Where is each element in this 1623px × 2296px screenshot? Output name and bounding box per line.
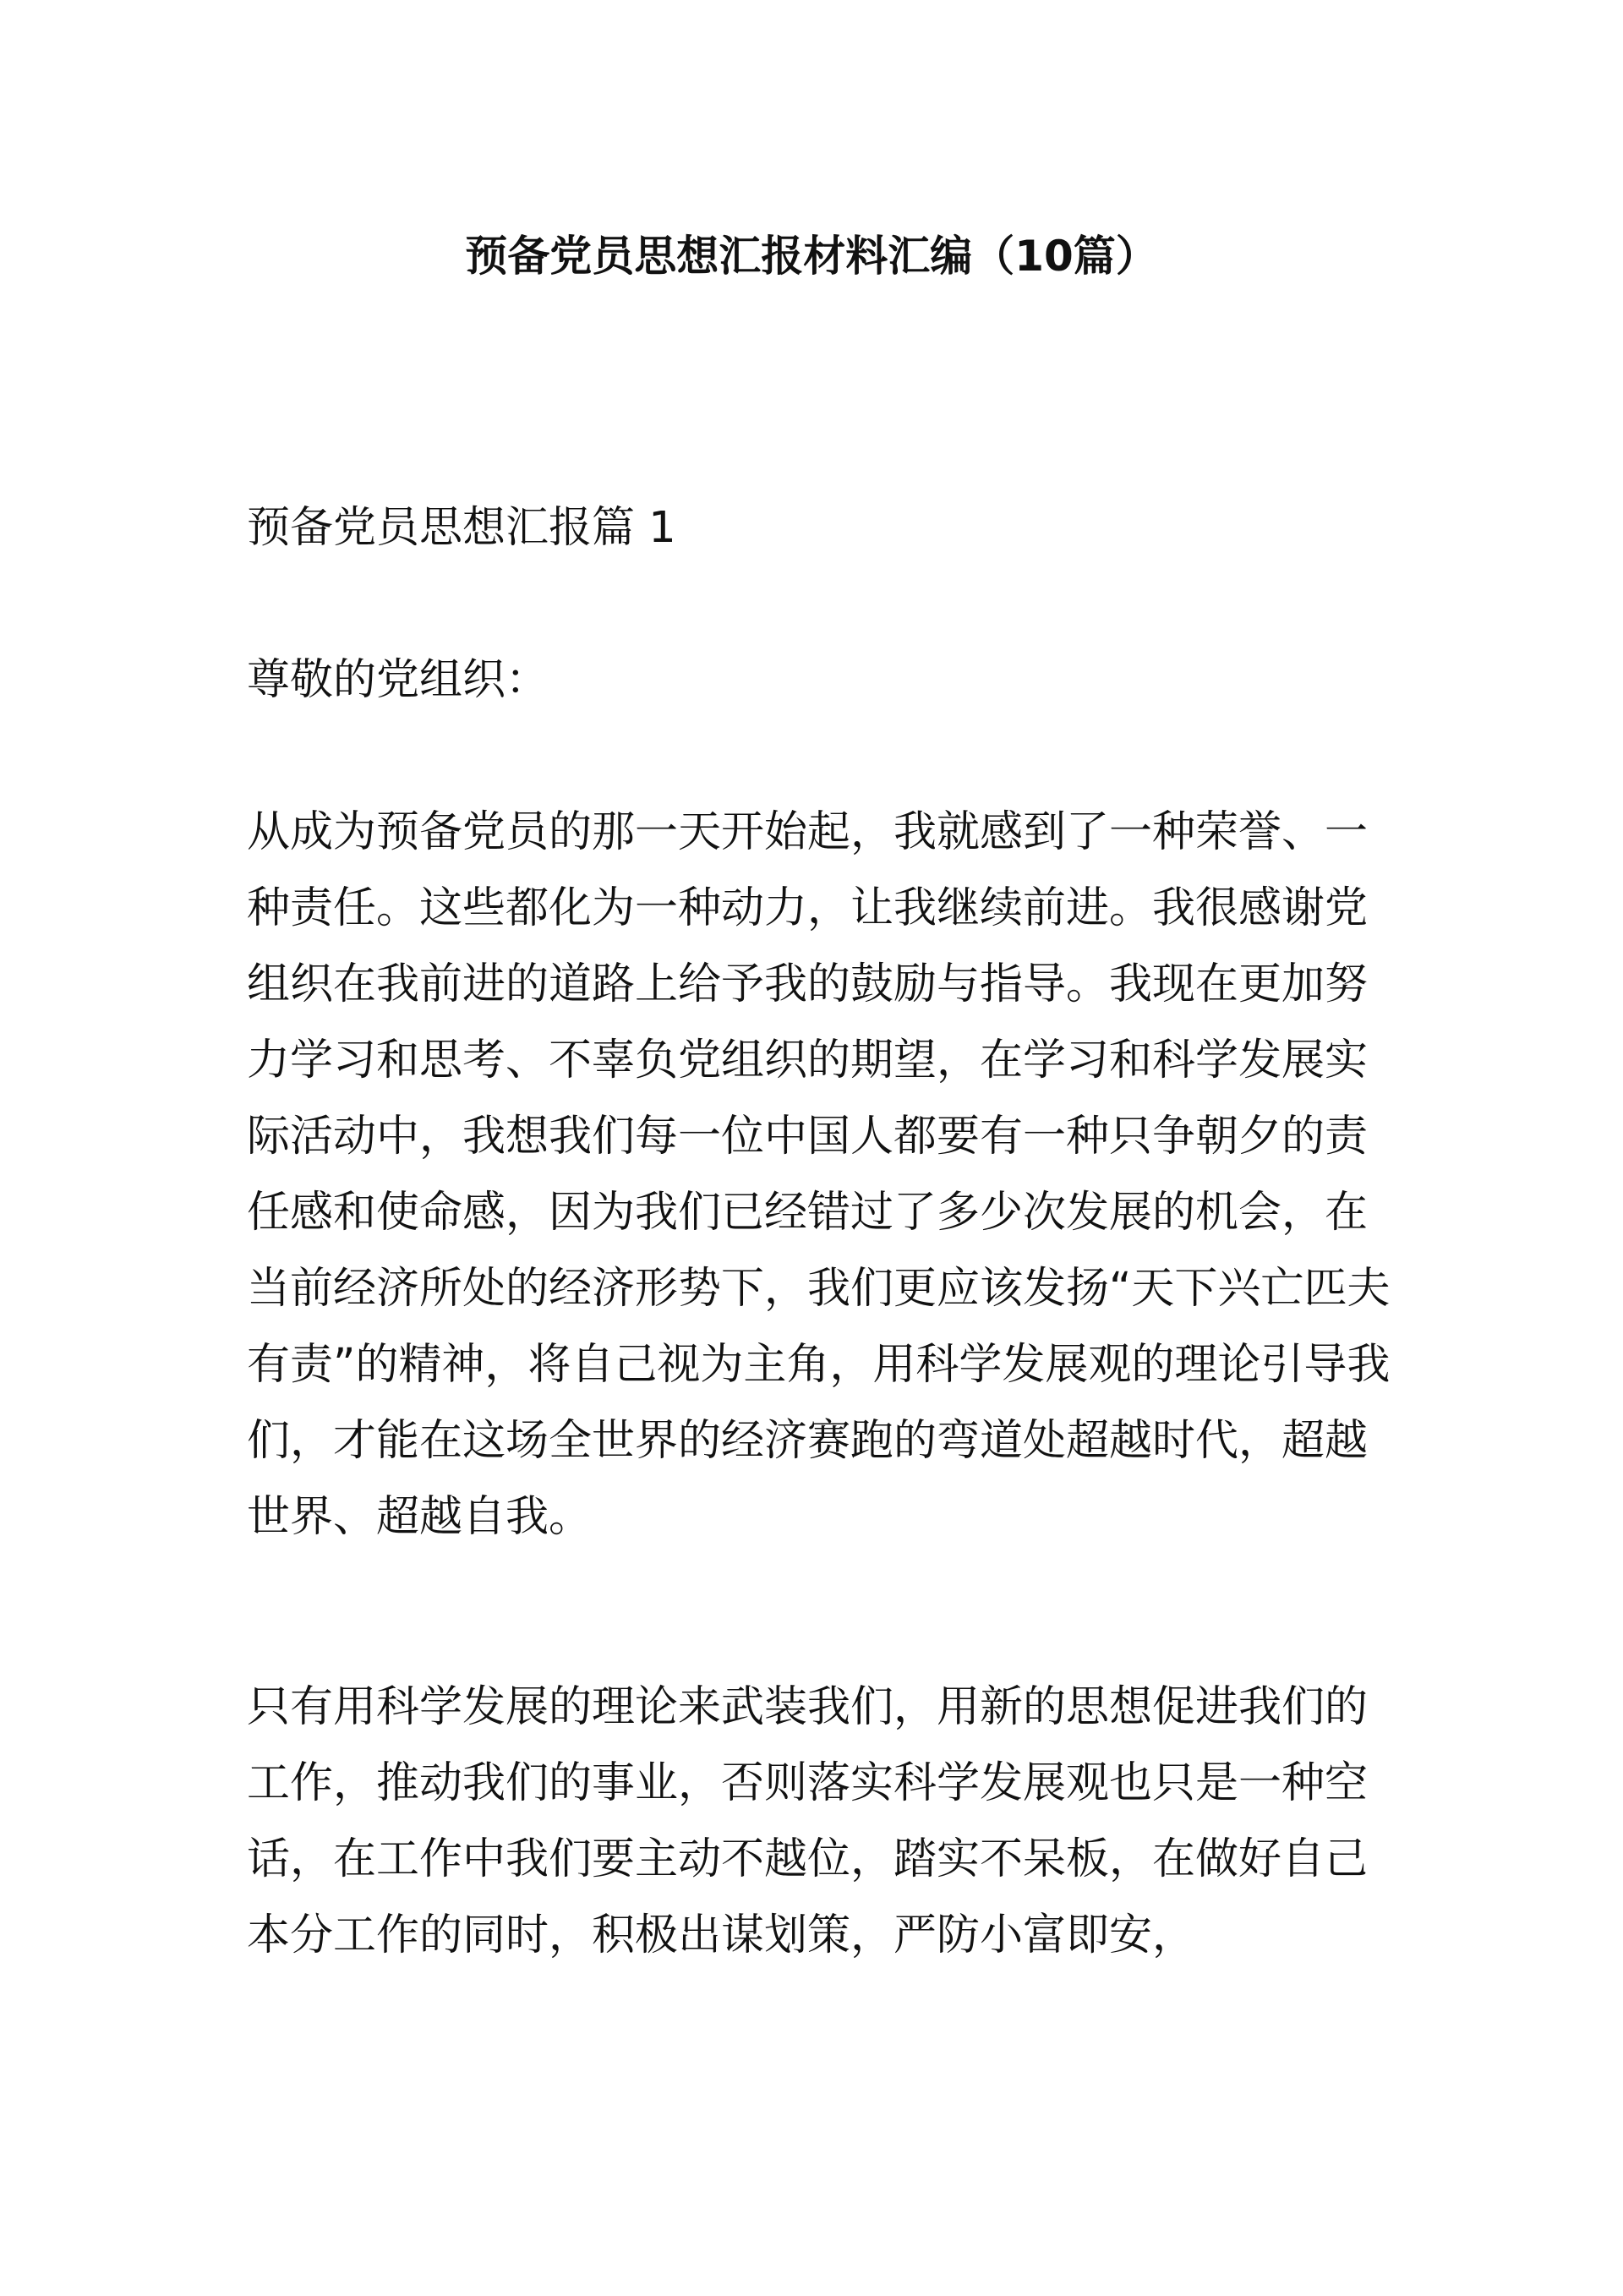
section-heading: 预备党员思想汇报篇 1 [247, 503, 676, 553]
salutation: 尊敬的党组织： [247, 655, 549, 705]
paragraph-1: 从成为预备党员的那一天开始起，我就感到了一种荣誉、一种责任。这些都化为一种动力，让我继续前进。我很感谢党组织在我前进的道路上给予我的鼓励与指导。我现在更加努力学习和思考、不辜负党组织的期望，在学习和科学发展实际活动中，我想我们每一位中国人都要有一种只争朝夕的责任感和使命感，因为我们已经错过了多少次发展的机会，在当前经济所处的经济形势下，我们更应该发扬“天下兴亡匹夫有责”的精神，将自己视为主角，用科学发展观的理论引导我们，才能在这场全世界的经济赛跑的弯道处超越时代，超越世界、超越自我。 [247, 807, 1391, 1542]
document-title: 预备党员思想汇报材料汇编（10篇） [465, 232, 1158, 281]
paragraph-2: 只有用科学发展的理论来武装我们，用新的思想促进我们的工作，推动我们的事业，否则落实科学发展观也只是一种空话，在工作中我们要主动不越位，踏实不呆板，在做好自己本分工作的同时，积极出谋划策，严防小富即安， [247, 1682, 1369, 1960]
